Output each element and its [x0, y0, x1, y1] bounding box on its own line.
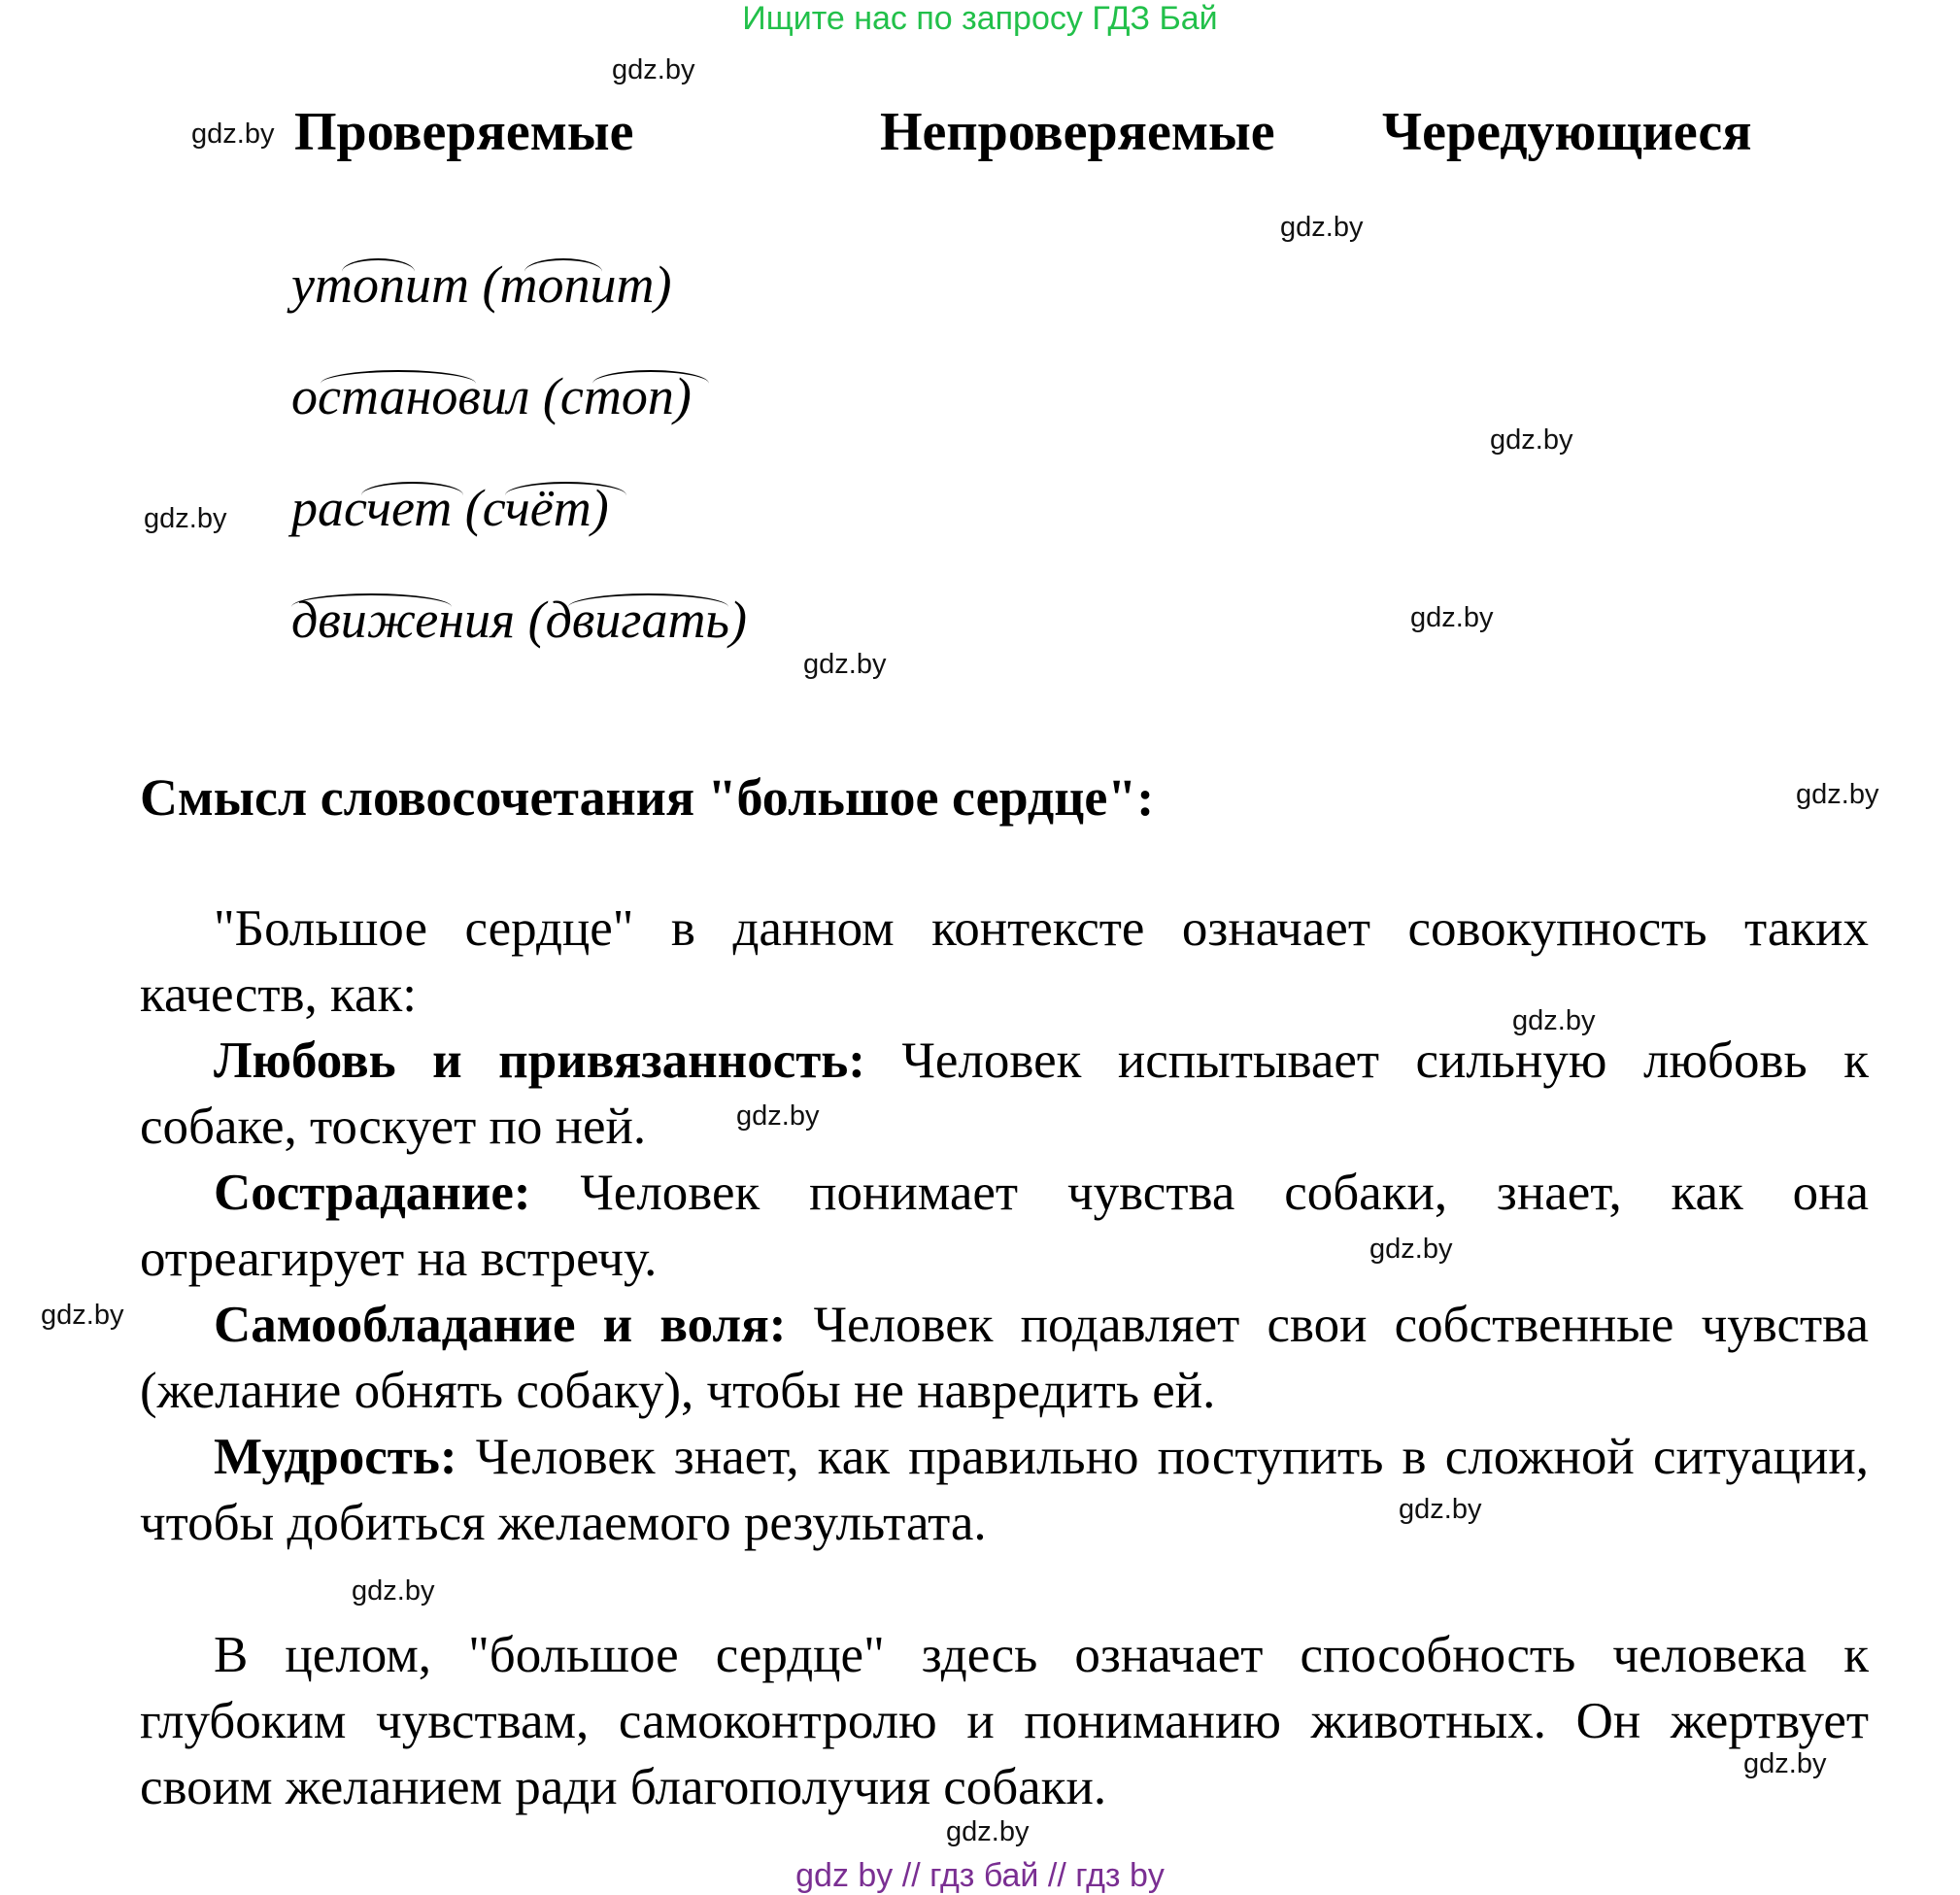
quality-paragraph	[140, 1160, 1869, 1292]
watermark: gdz.by	[946, 1816, 1030, 1847]
watermark: gdz.by	[1512, 1005, 1596, 1036]
column-header-alternating: Чередующиеся	[1382, 102, 1752, 162]
watermark: gdz.by	[1410, 602, 1494, 633]
column-header-unchecked: Непроверяемые	[880, 102, 1275, 162]
quality-term: Самообладание и воля:	[214, 1297, 787, 1353]
watermark: gdz.by	[1490, 424, 1573, 456]
word-item: остановил (стоп)	[291, 367, 692, 425]
quality-text: Человек подавляет свои собственные чувства (желание обнять собаку), чтобы не навредить ей.	[140, 1297, 1869, 1419]
watermark: gdz.by	[1280, 212, 1364, 243]
quality-term: Любовь и привязанность:	[214, 1032, 865, 1089]
top-banner: Ищите нас по запросу ГДЗ Бай	[742, 0, 1218, 37]
root-arc	[568, 593, 728, 621]
watermark: gdz.by	[612, 54, 695, 85]
quality-text: Человек знает, как правильно поступить в сложной ситуации, чтобы добиться желаемого результата.	[140, 1429, 1869, 1551]
watermark: gdz.by	[1796, 779, 1879, 810]
watermark: gdz.by	[1399, 1494, 1482, 1525]
word-item: утопит (топит)	[291, 255, 672, 314]
quality-text: Человек понимает чувства собаки, знает, как она отреагирует на встречу.	[140, 1165, 1869, 1287]
conclusion-paragraph: В целом, "большое сердце" здесь означает способность человека к глубоким чувствам, самоконтролю и пониманию животных. Он жертвует своим желанием ради благополучия собаки.	[140, 1627, 1869, 1815]
root-arc	[361, 482, 463, 509]
quality-paragraph	[140, 1292, 1869, 1424]
watermark: gdz.by	[1743, 1748, 1827, 1779]
root-arc	[321, 370, 476, 397]
word-item: движения (двигать)	[291, 591, 747, 649]
intro-paragraph: "Большое сердце" в данном контексте означает совокупность таких качеств, как:	[140, 900, 1869, 1023]
watermark: gdz.by	[736, 1100, 820, 1132]
watermark: gdz.by	[41, 1300, 124, 1331]
root-arc	[592, 370, 709, 397]
watermark: gdz.by	[144, 503, 227, 534]
root-arc	[291, 593, 452, 621]
watermark: gdz.by	[352, 1575, 435, 1607]
footer-links: gdz by // гдз бай // гдз by	[795, 1857, 1165, 1894]
column-header-checked: Проверяемые	[294, 102, 634, 162]
section-title: Смысл словосочетания "большое сердце":	[140, 768, 1155, 827]
quality-paragraph	[140, 1028, 1869, 1160]
watermark: gdz.by	[803, 649, 887, 680]
watermark: gdz.by	[191, 118, 275, 150]
word-item: расчет (счёт)	[291, 479, 609, 537]
quality-paragraph	[140, 1424, 1869, 1556]
root-arc	[524, 258, 602, 286]
root-arc	[342, 258, 415, 286]
quality-text: Человек испытывает сильную любовь к собаке, тоскует по ней.	[140, 1032, 1869, 1155]
root-arc	[505, 482, 626, 509]
watermark: gdz.by	[1369, 1234, 1453, 1265]
quality-term: Мудрость:	[214, 1429, 457, 1485]
quality-term: Сострадание:	[214, 1165, 531, 1221]
